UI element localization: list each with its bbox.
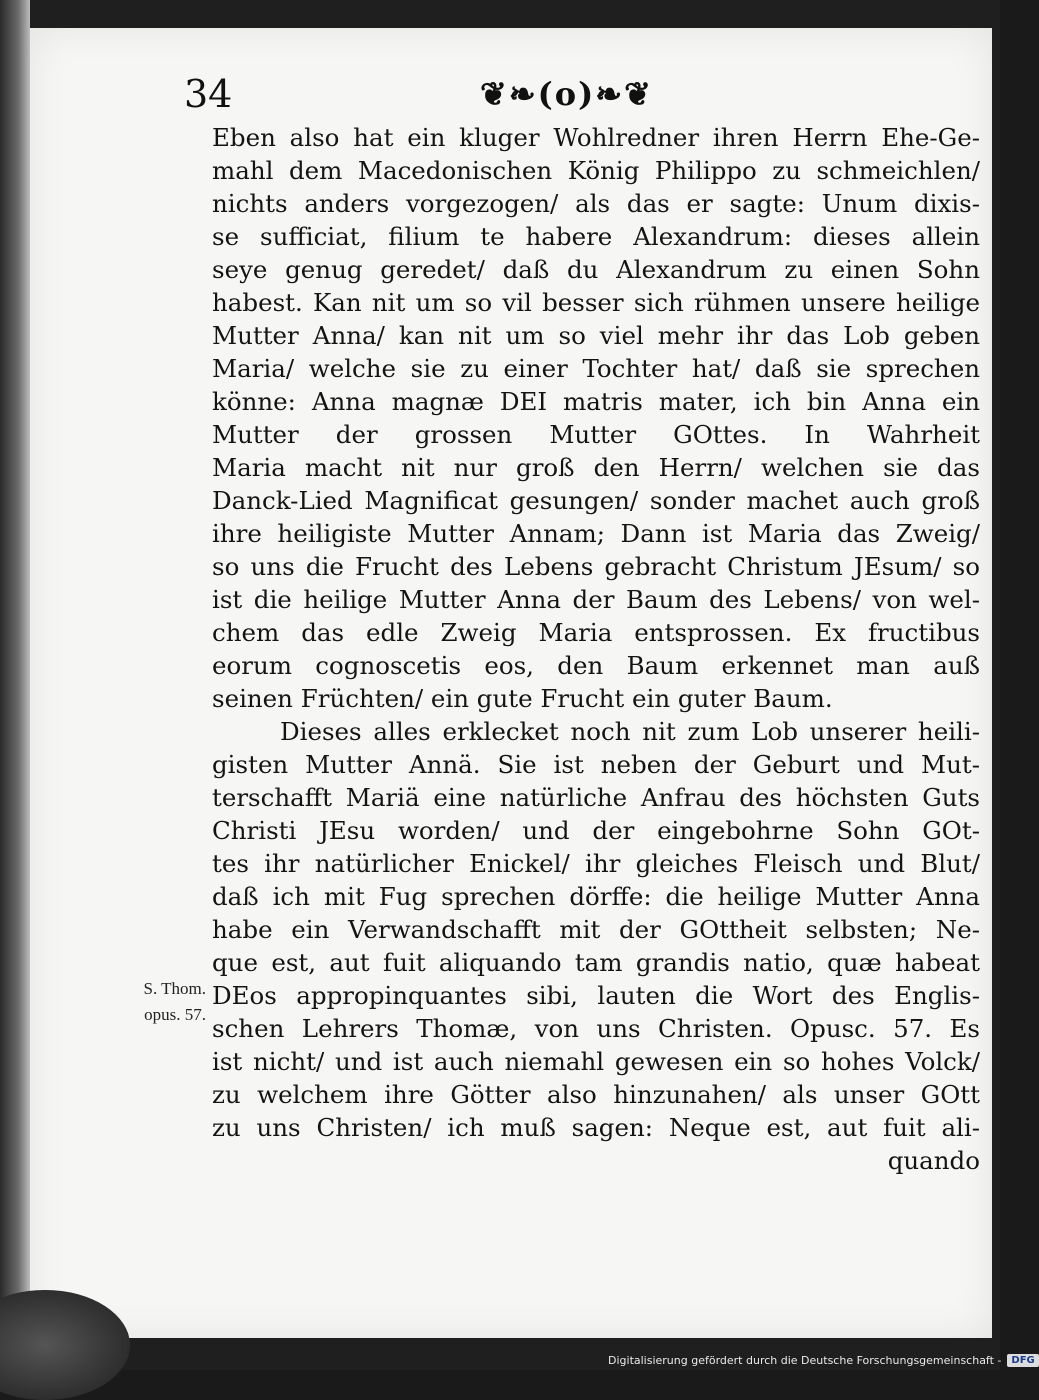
dfg-logo-icon: DFG — [1007, 1354, 1038, 1367]
text-line: habest. Kan nit um so vil besser sich rühmen unsere heilige — [212, 288, 980, 317]
text-line: se sufficiat, filium te habere Alexandrum: dieses allein — [212, 222, 980, 251]
footer-credit: Digitalisierung gefördert durch die Deutsche Forschungsgemeinschaft - — [608, 1353, 1002, 1367]
text-line: Maria/ welche sie zu einer Tochter hat/ daß sie sprechen — [212, 354, 980, 383]
text-line: schen Lehrers Thomæ, von uns Christen. Opusc. 57. Es — [212, 1014, 980, 1043]
text-line: eorum cognoscetis eos, den Baum erkennet man auß — [212, 651, 980, 680]
body-text — [212, 121, 980, 1177]
text-line: chem das edle Zweig Maria entsprossen. Ex fructibus — [212, 618, 980, 647]
margin-note-line: S. Thom. — [143, 979, 206, 998]
header-ornament: ❦❧(o)❧❦ — [480, 75, 653, 113]
margin-note-line: opus. 57. — [144, 1005, 206, 1024]
text-line: ihre heiligiste Mutter Annam; Dann ist Maria das Zweig/ — [212, 519, 980, 548]
page-binding-edge — [0, 0, 30, 1370]
text-line: Mutter der grossen Mutter GOttes. In Wahrheit — [212, 420, 980, 449]
page-header — [184, 70, 944, 118]
text-line: so uns die Frucht des Lebens gebracht Christum JEsum/ so — [212, 552, 980, 581]
text-line: Eben also hat ein kluger Wohlredner ihren Herrn Ehe-Ge- — [212, 123, 980, 152]
margin-note — [96, 976, 206, 1028]
text-line: seinen Früchten/ ein gute Frucht ein guter Baum. — [212, 684, 833, 713]
text-line: terschafft Mariä eine natürliche Anfrau des höchsten Guts — [212, 783, 980, 812]
text-line: Maria macht nit nur groß den Herrn/ welchen sie das — [212, 453, 980, 482]
text-line: habe ein Verwandschafft mit der GOttheit selbsten; Ne- — [212, 915, 980, 944]
text-line: zu welchem ihre Götter also hinzunahen/ als unser GOtt — [212, 1080, 980, 1109]
text-line: mahl dem Macedonischen König Philippo zu schmeichlen/ — [212, 156, 980, 185]
text-line: DEos appropinquantes sibi, lauten die Wort des Englis- — [212, 981, 980, 1010]
catchword: quando — [887, 1146, 980, 1175]
text-line: Mutter Anna/ kan nit um so viel mehr ihr das Lob geben — [212, 321, 980, 350]
text-line: ist nicht/ und ist auch niemahl gewesen ein so hohes Volck/ — [212, 1047, 980, 1076]
text-line: tes ihr natürlicher Enickel/ ihr gleiches Fleisch und Blut/ — [212, 849, 980, 878]
text-line: que est, aut fuit aliquando tam grandis natio, quæ habeat — [212, 948, 980, 977]
text-line: ist die heilige Mutter Anna der Baum des Lebens/ von wel- — [212, 585, 980, 614]
text-line: Christi JEsu worden/ und der eingebohrne Sohn GOt- — [212, 816, 980, 845]
digitization-footer — [608, 1350, 1039, 1370]
text-line: gisten Mutter Annä. Sie ist neben der Geburt und Mut- — [212, 750, 980, 779]
page-number: 34 — [184, 72, 233, 116]
text-line: seye genug geredet/ daß du Alexandrum zu einen Sohn — [212, 255, 980, 284]
text-line: könne: Anna magnæ DEI matris mater, ich bin Anna ein — [212, 387, 980, 416]
text-line: Danck-Lied Magnificat gesungen/ sonder machet auch groß — [212, 486, 980, 515]
text-line: daß ich mit Fug sprechen dörffe: die heilige Mutter Anna — [212, 882, 980, 911]
text-line: zu uns Christen/ ich muß sagen: Neque est, aut fuit ali- — [212, 1113, 980, 1142]
text-line: nichts anders vorgezogen/ als das er sagte: Unum dixis- — [212, 189, 980, 218]
text-line-paragraph-start: Dieses alles erklecket noch nit zum Lob unserer heili- — [280, 717, 980, 746]
